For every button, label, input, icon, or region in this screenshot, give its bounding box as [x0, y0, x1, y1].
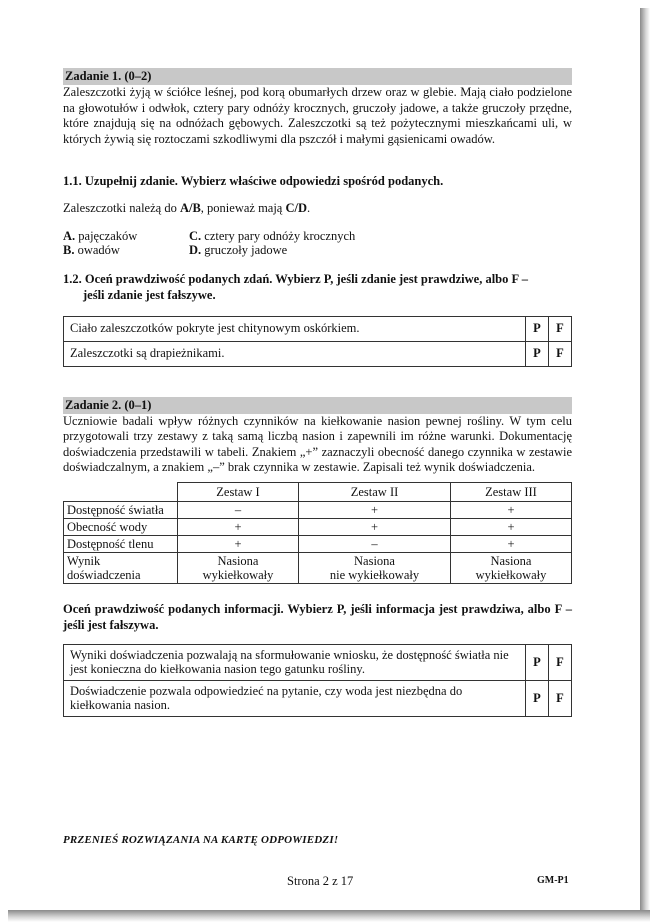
- page-shadow-bottom: [8, 910, 650, 922]
- false-option[interactable]: F: [549, 316, 572, 341]
- false-option[interactable]: F: [549, 341, 572, 366]
- page-number: Strona 2 z 17: [287, 874, 354, 888]
- false-option[interactable]: F: [549, 680, 572, 716]
- transfer-answers-note: PRZENIEŚ ROZWIĄZANIA NA KARTĘ ODPOWIEDZI!: [63, 834, 339, 846]
- row-label: Wynik doświadczenia: [64, 552, 178, 583]
- true-option[interactable]: P: [526, 341, 549, 366]
- table-cell: +: [178, 535, 299, 552]
- option-a: A. pajęczaków: [63, 228, 138, 243]
- true-option[interactable]: P: [526, 316, 549, 341]
- table-cell: +: [450, 518, 571, 535]
- sentence-part: Zaleszczotki należą do: [63, 201, 180, 215]
- choice-cd: C/D: [285, 201, 308, 215]
- task1-q2-title: [63, 271, 572, 303]
- table-cell: –: [178, 501, 299, 518]
- title-line: 1.2. Oceń prawdziwość podanych zdań. Wybierz P, jeśli zdanie jest prawdziwe, albo F –: [63, 271, 529, 286]
- table-header-row: [64, 482, 572, 501]
- column-header: Zestaw I: [178, 482, 299, 501]
- table-row: [64, 535, 572, 552]
- task1-q1-options: [63, 229, 572, 258]
- experiment-table: [63, 482, 572, 584]
- statement: Ciało zaleszczotków pokryte jest chitynowym oskórkiem.: [64, 316, 526, 341]
- empty-corner: [64, 482, 178, 501]
- statement: Zaleszczotki są drapieżnikami.: [64, 341, 526, 366]
- row-label: Obecność wody: [64, 518, 178, 535]
- title-line: jeśli zdanie jest fałszywe.: [83, 287, 216, 302]
- table-cell: +: [299, 501, 451, 518]
- task1-intro: Zaleszczotki żyją w ściółce leśnej, pod korą obumarłych drzew oraz w glebie. Mają ciało podzielone na głowotułów i odwłok, cztery pary odnóży krocznych, gruczoły jadowe, a także gruczoły przędne, które znajdują się na odnóżach gębowych. Zaleszczotki są też pożytecznymi mieszkańcami uli, w których żywią się roztoczami szkodliwymi dla pszczół i małymi gąsienicami owadów.: [63, 85, 572, 146]
- table-cell: +: [450, 535, 571, 552]
- false-option[interactable]: F: [549, 644, 572, 680]
- statement: Doświadczenie pozwala odpowiedzieć na pytanie, czy woda jest niezbędna do kiełkowania nasion.: [64, 680, 526, 716]
- table-cell: Nasiona wykiełkowały: [178, 552, 299, 583]
- exam-code: GM-P1: [537, 875, 569, 886]
- column-header: Zestaw II: [299, 482, 451, 501]
- table-cell: +: [299, 518, 451, 535]
- table-row-result: [64, 552, 572, 583]
- task2-header: Zadanie 2. (0–1): [63, 397, 572, 414]
- option-b: B. owadów: [63, 243, 120, 257]
- sentence-part: .: [307, 201, 311, 215]
- task2-truefalse-table: [63, 644, 572, 717]
- table-row: [64, 501, 572, 518]
- table-row: [64, 316, 572, 341]
- table-cell: –: [299, 535, 451, 552]
- table-cell: Nasiona nie wykiełkowały: [299, 552, 451, 583]
- task1-truefalse-table: [63, 316, 572, 367]
- task1-header: Zadanie 1. (0–2): [63, 68, 572, 85]
- table-row: [64, 680, 572, 716]
- option-d: D. gruczoły jadowe: [189, 243, 288, 257]
- true-option[interactable]: P: [526, 644, 549, 680]
- table-cell: Nasiona wykiełkowały: [450, 552, 571, 583]
- task1-q1-sentence: [63, 201, 572, 217]
- page-shadow-right: [640, 8, 650, 912]
- statement: Wyniki doświadczenia pozwalają na sformułowanie wniosku, że dostępność światła nie jest konieczna do kiełkowania nasion tego gatunku rośliny.: [64, 644, 526, 680]
- table-cell: +: [178, 518, 299, 535]
- row-label: Dostępność tlenu: [64, 535, 178, 552]
- table-row: [64, 518, 572, 535]
- task1-q1-title: 1.1. Uzupełnij zdanie. Wybierz właściwe odpowiedzi spośród podanych.: [63, 174, 444, 188]
- column-header: Zestaw III: [450, 482, 571, 501]
- true-option[interactable]: P: [526, 680, 549, 716]
- task2-question-title: Oceń prawdziwość podanych informacji. Wybierz P, jeśli informacja jest prawdziwa, albo F – jeśli jest fałszywa.: [63, 601, 572, 632]
- row-label: Dostępność światła: [64, 501, 178, 518]
- table-row: [64, 341, 572, 366]
- sentence-part: , ponieważ mają: [200, 201, 286, 215]
- option-c: C. cztery pary odnóży krocznych: [189, 228, 356, 243]
- choice-ab: A/B: [179, 201, 201, 215]
- table-cell: +: [450, 501, 571, 518]
- table-row: [64, 644, 572, 680]
- task2-intro: Uczniowie badali wpływ różnych czynników na kiełkowanie nasion pewnej rośliny. W tym celu przygotowali trzy zestawy z taką samą liczbą nasion i zapewnili im różne warunki. Dokumentację doświadczenia przedstawili w tabeli. Znakiem „+” zaznaczyli obecność danego czynnika w zestawie doświadczalnym, a znakiem „–” brak czynnika w zestawie. Zapisali też wynik doświadczenia.: [63, 413, 572, 474]
- page-content: [63, 68, 572, 717]
